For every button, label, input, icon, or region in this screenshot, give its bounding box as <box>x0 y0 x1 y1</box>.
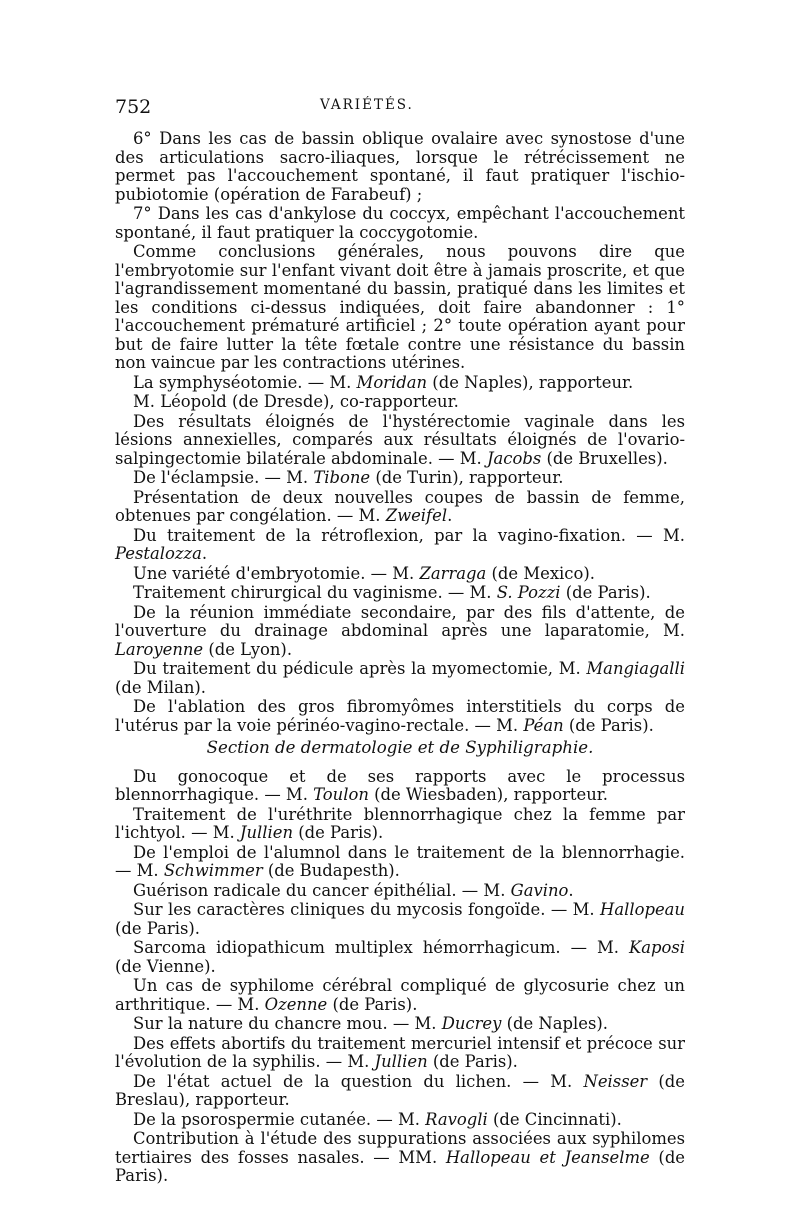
paragraph-text: Comme conclusions générales, nous pouvons dire que l'embryotomie sur l'enfant vivant doit être à jamais proscrite, et que l'agrandissement momentané du bassin, pratiqué dans les limites et les conditions ci-dessus indiquées, doit faire abandonner : 1° l'accouchement prématuré artificiel ; 2° toute opération ayant pour but de faire lutter la tête fœtale contre une résistance du bassin non vaincue par les contractions utérines. <box>115 242 685 372</box>
paragraph-text: Un cas de syphilome cérébral compliqué de glycosurie chez un arthritique. — M. <box>115 976 685 1014</box>
paragraph-text-tail: (de Wiesbaden), rapporteur. <box>368 785 609 804</box>
paragraph <box>115 698 685 735</box>
paragraph <box>115 604 685 660</box>
paragraph-text: Une variété d'embryotomie. — M. <box>133 563 420 583</box>
paragraph <box>115 977 685 1014</box>
paragraph <box>115 1015 685 1034</box>
paragraph-text-tail: (de Cincinnati). <box>487 1109 622 1129</box>
paragraph <box>115 1130 685 1186</box>
dermatology-section-entries <box>115 768 685 1186</box>
author-name: Pestalozza <box>115 544 202 563</box>
paragraph-text-tail: (de Paris). <box>293 823 384 842</box>
author-name: Toulon <box>313 785 369 804</box>
paragraph-text-tail: (de Bruxelles). <box>541 448 668 468</box>
paragraph <box>115 130 685 204</box>
paragraph-text-tail: . <box>447 506 453 525</box>
paragraph-text: Sur les caractères cliniques du mycosis fongoïde. — M. <box>133 900 601 919</box>
paragraph <box>115 844 685 881</box>
paragraph <box>115 469 685 488</box>
paragraph-text: Présentation de deux nouvelles coupes de bassin de femme, obtenues par congélation. — M. <box>115 487 685 525</box>
page-number: 752 <box>115 96 152 118</box>
paragraph-text: Contribution à l'étude des suppurations associées aux syphilomes tertiaires des fosses nasales. — MM. <box>115 1129 685 1167</box>
author-name: Kaposi <box>628 938 685 957</box>
paragraph-text-tail: (de Vienne). <box>115 956 216 976</box>
author-name: Mangiagalli <box>586 659 685 678</box>
obstetrics-section-entries <box>115 130 685 735</box>
page-body <box>115 130 685 1187</box>
paragraph <box>115 1035 685 1072</box>
paragraph-text: Du gonocoque et de ses rapports avec le processus blennorrhagique. — M. <box>115 766 685 804</box>
author-name: Hallopeau <box>600 900 685 919</box>
author-name: Jacobs <box>486 448 542 468</box>
author-name: Hallopeau et Jeanselme <box>445 1147 650 1167</box>
author-name: S. Pozzi <box>496 583 561 602</box>
paragraph-text: De l'ablation des gros fibromyômes interstitiels du corps de l'utérus par la voie périnéo-vagino-rectale. — M. <box>115 697 685 735</box>
paragraph-text: 6° Dans les cas de bassin oblique ovalaire avec synostose d'une des articulations sacro-iliaques, lorsque le rétrécissement ne permet pas l'accouchement spontané, il faut pratiquer l'ischio-pubiotomie (opération de Farabeuf) ; <box>115 129 685 204</box>
paragraph-text: Traitement de l'uréthrite blennorrhagique chez la femme par l'ichtyol. — M. <box>115 804 685 842</box>
paragraph <box>115 584 685 603</box>
paragraph-text: 7° Dans les cas d'ankylose du coccyx, empêchant l'accouchement spontané, il faut pratiquer la coccygotomie. <box>115 204 685 242</box>
paragraph <box>115 660 685 697</box>
page-header <box>115 96 685 120</box>
paragraph-text: Du traitement du pédicule après la myomectomie, M. <box>133 659 587 678</box>
paragraph-text: Des effets abortifs du traitement mercuriel intensif et précoce sur l'évolution de la syphilis. — M. <box>115 1033 685 1071</box>
author-name: Ravogli <box>425 1109 488 1129</box>
paragraph-text-tail: (de Lyon). <box>203 639 293 659</box>
author-name: Laroyenne <box>115 639 204 659</box>
paragraph-text-tail: (de Milan). <box>115 677 206 697</box>
paragraph-text: De l'état actuel de la question du lichen. — M. <box>133 1071 584 1091</box>
paragraph <box>115 901 685 938</box>
paragraph-text-tail: (de Budapesth). <box>262 861 400 880</box>
paragraph-text-tail: (de Paris). <box>115 918 200 938</box>
author-name: Zarraga <box>419 563 487 583</box>
author-name: Neisser <box>583 1071 648 1091</box>
section-title: Section de dermatologie et de Syphiligraphie. <box>206 738 594 757</box>
paragraph-text-tail: (de Naples), rapporteur. <box>427 372 634 392</box>
paragraph-text-tail: (de Turin), rapporteur. <box>370 468 564 487</box>
paragraph-text: De la psorospermie cutanée. — M. <box>133 1109 426 1129</box>
author-name: Jullien <box>239 823 294 842</box>
paragraph-text: Du traitement de la rétroflexion, par la vagino-fixation. — M. <box>133 525 685 545</box>
paragraph <box>115 882 685 901</box>
author-name: Gavino <box>510 880 569 900</box>
paragraph-text-tail: (de Naples). <box>501 1014 608 1033</box>
paragraph <box>115 413 685 469</box>
author-name: Ozenne <box>264 994 328 1014</box>
paragraph-text-tail: (de Breslau), rapporteur. <box>115 1071 685 1109</box>
paragraph <box>115 527 685 564</box>
paragraph <box>115 1111 685 1130</box>
paragraph-text-tail: (de Paris). <box>327 994 418 1014</box>
author-name: Jullien <box>374 1052 428 1071</box>
author-name: Moridan <box>356 372 428 392</box>
paragraph <box>115 565 685 584</box>
paragraph-text: De l'éclampsie. — M. <box>133 468 314 487</box>
paragraph <box>115 205 685 242</box>
paragraph-text-tail: (de Paris). <box>427 1052 518 1071</box>
author-name: Zweifel <box>385 506 448 525</box>
running-head: VARIÉTÉS. <box>320 97 414 113</box>
paragraph <box>115 939 685 976</box>
paragraph-text: Sur la nature du chancre mou. — M. <box>133 1014 442 1033</box>
author-name: Schwimmer <box>163 861 263 880</box>
paragraph <box>115 393 685 412</box>
paragraph-text-tail: (de Paris). <box>115 1147 686 1185</box>
paragraph-text: Guérison radicale du cancer épithélial. — M. <box>133 880 511 900</box>
paragraph <box>115 243 685 373</box>
author-name: Tibone <box>313 468 371 487</box>
paragraph-text-tail: . <box>568 880 574 900</box>
paragraph <box>115 489 685 526</box>
paragraph-text: Traitement chirurgical du vaginisme. — M. <box>133 583 497 602</box>
paragraph-text: M. Léopold (de Dresde), co-rapporteur. <box>133 392 459 411</box>
paragraph-text: La symphyséotomie. — M. <box>133 372 357 392</box>
paragraph-text: De l'emploi de l'alumnol dans le traitement de la blennorrhagie. — M. <box>115 842 685 880</box>
paragraph-text-tail: (de Paris). <box>563 715 654 735</box>
paragraph-text-tail: (de Mexico). <box>486 563 595 583</box>
paragraph-text-tail: . <box>201 544 208 563</box>
paragraph-text: Sarcoma idiopathicum multiplex hémorrhagicum. — M. <box>133 938 629 957</box>
paragraph <box>115 1073 685 1110</box>
author-name: Péan <box>523 715 564 735</box>
paragraph <box>115 806 685 843</box>
author-name: Ducrey <box>441 1014 502 1033</box>
paragraph <box>115 768 685 805</box>
paragraph-text: De la réunion immédiate secondaire, par des fils d'attente, de l'ouverture du drainage abdominal après une laparatomie, M. <box>115 602 685 640</box>
paragraph-text: Des résultats éloignés de l'hystérectomie vaginale dans les lésions annexielles, comparés aux résultats éloignés de l'ovario-salpingectomie bilatérale abdominale. — M. <box>115 411 685 468</box>
paragraph <box>115 374 685 393</box>
paragraph-text-tail: (de Paris). <box>560 583 651 602</box>
